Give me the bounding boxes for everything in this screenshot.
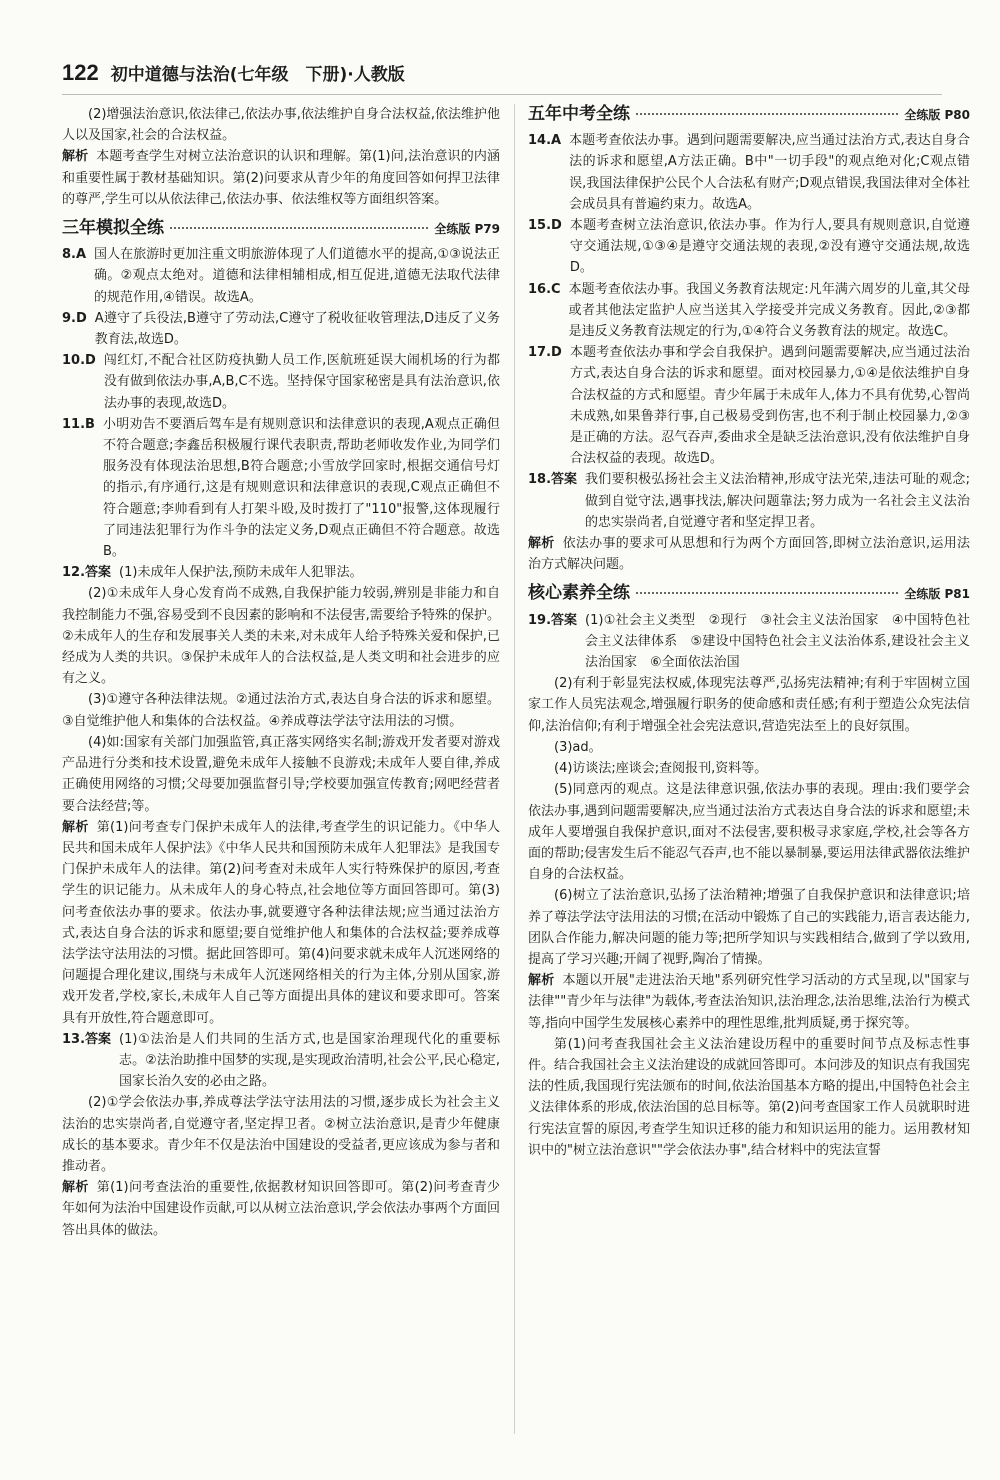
item-text: 我们要积极弘扬社会主义法治精神,形成守法光荣,违法可耻的观念;做到自觉守法,遇事找法,解决问题靠法;努力成为一名社会主义法治的忠实崇尚者,自觉遵守者和坚定捍卫者。: [585, 472, 970, 530]
analysis-text: 本题以开展"走进法治天地"系列研究性学习活动的方式呈现,以"国家与法律""青少年与法律"为载体,考查法治知识,法治理念,法治思维,法治行为模式等,指向中国学生发展核心素养中的理性思维,批判质疑,勇于探究等。: [528, 973, 970, 1031]
answer-item-12: [62, 562, 500, 583]
answer-part: (5)同意丙的观点。这是法律意识强,依法办事的表现。理由:我们要学会依法办事,遇到问题需要解决,应当通过法治方式表达自身合法的诉求和愿望;未成年人要增强自我保护意识,面对不法侵害,要积极寻求家庭,学校,社会等各方面的帮助;侵害发生后不能忍气吞声,也不能以暴制暴,要运用法律武器依法维护自身的合法权益。: [528, 782, 970, 883]
section-title: 三年模拟全练: [62, 218, 164, 239]
item-number: 17.D: [528, 345, 562, 361]
column-divider: [514, 104, 515, 1434]
analysis-label: 解析: [528, 536, 555, 552]
item-text: (1)①法治是人们共同的生活方式,也是国家治理现代化的重要标志。②法治助推中国梦的实现,是实现政治清明,社会公平,民心稳定,国家长治久安的必由之路。: [119, 1031, 500, 1090]
page-number: 122: [62, 60, 99, 85]
dotted-leader: [636, 592, 898, 594]
item-text: 本题考查依法办事。我国义务教育法规定:凡年满六周岁的儿童,其父母或者其他法定监护人应当送其入学接受并完成义务教育。因此,②③都是违反义务教育法规定的行为,①④符合义务教育法的规定。故选C。: [568, 281, 970, 340]
answer-part: (2)①未成年人身心发育尚不成熟,自我保护能力较弱,辨别是非能力和自我控制能力不强,容易受到不良因素的影响和不法侵害,需要给予特殊的保护。②未成年人的生存和发展事关人类的未来,对未成年人给予特殊关爱和保护,已经成为人类的共识。③保护未成年人的合法权益,是人类文明和社会进步的应有之义。: [62, 586, 500, 687]
section-header-hexin: [528, 583, 970, 605]
section-header-wunian: [528, 104, 970, 126]
answer-item-17: [528, 342, 970, 469]
answer-item-11: [62, 414, 500, 562]
dotted-leader: [170, 227, 428, 229]
item-text: (1)未成年人保护法,预防未成年人犯罪法。: [119, 565, 363, 581]
item-number: 14.A: [528, 133, 562, 149]
item-text: 本题考查依法办事和学会自我保护。遇到问题需要解决,应当通过法治方式,表达自身合法的诉求和愿望。面对校园暴力,①④是依法维护自身合法权益的方式和愿望。青少年属于未成年人,体力不具有优势,心智尚未成熟,如果鲁莽行事,自己极易受到伤害,也不利于制止校园暴力,②③是正确的方法。忍气吞声,委曲求全是缺乏法治意识,没有依法维护自身合法权益的表现。故选D。: [569, 345, 970, 467]
item-number: 16.C: [528, 281, 561, 297]
answer-item-19: [528, 610, 970, 674]
section-title: 五年中考全练: [528, 104, 630, 124]
analysis-paragraph: [528, 970, 970, 1034]
left-column: [62, 104, 500, 1241]
answer-item-9: [62, 308, 500, 350]
intro-analysis: [62, 146, 500, 210]
analysis-label: 解析: [62, 1180, 89, 1196]
answer-part: (3)ad。: [554, 739, 602, 755]
answer-item-15: [528, 215, 970, 279]
answer-part: (4)如:国家有关部门加强监管,真正落实网络实名制;游戏开发者要对游戏产品进行分类和技术设置,避免未成年人接触不良游戏;未成年人要自律,养成正确使用网络的习惯;父母要加强监督引导;学校要加强宣传教育;网吧经营者要合法经营;等。: [62, 734, 500, 814]
analysis-text: 依法办事的要求可从思想和行为两个方面回答,即树立法治意识,运用法治方式解决问题。: [528, 536, 970, 573]
analysis-text: 第(1)问考查法治的重要性,依据教材知识回答即可。第(2)问考查青少年如何为法治中国建设作贡献,可以从树立法治意识,学会依法办事两个方面回答出具体的做法。: [62, 1180, 500, 1238]
item-text: 本题考查依法办事。遇到问题需要解决,应当通过法治方式,表达自身合法的诉求和愿望,A方法正确。B中"一切手段"的观点绝对化;C观点错误,我国法律保护公民个人合法私有财产;D观点错误,我国法律对全体社会成员具有普遍约束力。故选A。: [569, 133, 970, 212]
item-text: 小明劝告不要酒后驾车是有规则意识和法律意识的表现,A观点正确但不符合题意;李鑫岳积极履行课代表职责,帮助老师收发作业,为同学们服务没有体现法治思想,B符合题意;小雪放学回家时,根据交通信号灯的指示,有序通行,这是有规则意识和法律意识的表现,C观点正确但不符合题意;李帅看到有人打架斗殴,及时拨打了"110"报警,这体现履行了同违法犯罪行为作斗争的法定义务,D观点正确但不符合题意。故选B。: [102, 416, 500, 560]
section-header-sannian: [62, 218, 500, 240]
section-page-ref: 全练版 P80: [904, 108, 970, 122]
analysis-label: 解析: [62, 149, 89, 165]
analysis-paragraph: [62, 817, 500, 1029]
analysis-label: 解析: [62, 819, 89, 835]
item-number: 9.D: [62, 310, 87, 326]
analysis-paragraph: [528, 533, 970, 575]
answer-part: (3)①遵守各种法律法规。②通过法治方式,表达自身合法的诉求和愿望。③自觉维护他人和集体的合法权益。④养成尊法学法守法用法的习惯。: [62, 692, 500, 729]
item-number: 15.D: [528, 218, 562, 234]
item-number: 18.答案: [528, 472, 578, 488]
item-text: 国人在旅游时更加注重文明旅游体现了人们道德水平的提高,①③说法正确。②观点太绝对。道德和法律相辅相成,相互促进,道德无法取代法律的规范作用,④错误。故选A。: [94, 247, 500, 305]
answer-part: (2)有利于彰显宪法权威,体现宪法尊严,弘扬宪法精神;有利于牢固树立国家工作人员宪法观念,增强履行职务的使命感和责任感;有利于塑造公众宪法信仰,法治信仰;有利于增强全社会宪法意识,营造宪法至上的良好氛围。: [528, 676, 970, 734]
answer-item-13: [62, 1029, 500, 1093]
item-number: 11.B: [62, 416, 95, 432]
intro-answer: (2)增强法治意识,依法律己,依法办事,依法维护自身合法权益,依法维护他人以及国家,社会的合法权益。: [62, 107, 500, 144]
dotted-leader: [636, 113, 898, 115]
answer-item-8: [62, 244, 500, 308]
right-column: [528, 104, 970, 1161]
section-title: 核心素养全练: [528, 583, 630, 604]
book-title: 初中道德与法治(七年级 下册)·人教版: [110, 65, 405, 85]
item-text: 闯红灯,不配合社区防疫执勤人员工作,医航班延误大闹机场的行为都没有做到依法办事,A,B,C不选。坚持保守国家秘密是具有法治意识,依法办事的表现,故选D。: [103, 353, 500, 411]
answer-part: (2)①学会依法办事,养成尊法学法守法用法的习惯,逐步成长为社会主义法治的忠实崇尚者,自觉遵守者,坚定捍卫者。②树立法治意识,是青少年健康成长的基本要求。青少年不仅是法治中国建设的受益者,更应该成为参与者和推动者。: [62, 1095, 500, 1174]
item-number: 13.答案: [62, 1031, 112, 1047]
answer-part: (6)树立了法治意识,弘扬了法治精神;增强了自我保护意识和法律意识;培养了尊法学法守法用法的习惯;在活动中锻炼了自己的实践能力,语言表达能力,团队合作能力,解决问题的能力等;把所学知识与实践相结合,做到了学以致用,提高了学习兴趣;开阔了视野,陶冶了情操。: [528, 888, 970, 967]
analysis-text: 本题考查学生对树立法治意识的认识和理解。第(1)问,法治意识的内涵和重要性属于教材基础知识。第(2)问要求从青少年的角度回答如何捍卫法律的尊严,学生可以从依法律己,依法办事、依法维权等方面组织答案。: [62, 149, 500, 207]
item-number: 8.A: [62, 247, 87, 263]
analysis-paragraph: [62, 1177, 500, 1241]
answer-item-18: [528, 469, 970, 533]
item-number: 10.D: [62, 353, 96, 369]
analysis-label: 解析: [528, 973, 555, 989]
answer-item-14: [528, 130, 970, 215]
answer-item-16: [528, 279, 970, 343]
section-page-ref: 全练版 P79: [434, 222, 500, 237]
item-text: (1)①社会主义类型 ②现行 ③社会主义法治国家 ④中国特色社会主义法律体系 ⑤建设中国特色社会主义法治体系,建设社会主义法治国家 ⑥全面依法治国: [585, 612, 970, 671]
page-header: [62, 60, 942, 95]
answer-part: (4)访谈法;座谈会;查阅报刊,资料等。: [554, 761, 768, 777]
analysis-text: 第(1)问考查专门保护未成年人的法律,考查学生的识记能力。《中华人民共和国未成年人保护法》《中华人民共和国预防未成年人犯罪法》是我国专门保护未成年人的法律。第(2)问考查对未成年人实行特殊保护的原因,考查学生的识记能力。从未成年人的身心特点,社会地位等方面回答即可。第(3)问考查依法办事的要求。依法办事,就要遵守各种法律法规;应当通过法治方式,表达自身合法的诉求和愿望;要自觉维护他人和集体的合法权益;要养成尊法学法守法用法的习惯。据此回答即可。第(4)问要求就未成年人沉迷网络的问题提合理化建议,围绕与未成年人沉迷网络相关的行为主体,分别从国家,游戏开发者,学校,家长,未成年人自己等方面提出具体的建议和要求即可。答案具有开放性,符合题意即可。: [62, 819, 500, 1026]
section-page-ref: 全练版 P81: [904, 587, 970, 602]
analysis-continued: 第(1)问考查我国社会主义法治建设历程中的重要时间节点及标志性事件。结合我国社会主义法治建设的成就回答即可。本问涉及的知识点有我国宪法的性质,我国现行宪法颁布的时间,依法治国基本方略的提出,中国特色社会主义法律体系的形成,依法治国的总目标等。第(2)问考查国家工作人员就职时进行宪法宣誓的原因,考查学生知识迁移的能力和知识运用的能力。运用教材知识中的"树立法治意识""学会依法办事",结合材料中的宪法宣誓: [528, 1036, 971, 1158]
item-text: 本题考查树立法治意识,依法办事。作为行人,要具有规则意识,自觉遵守交通法规,①③④是遵守交通法规的表现,②没有遵守交通法规,故选D。: [569, 218, 970, 276]
answer-item-10: [62, 350, 500, 414]
item-number: 12.答案: [62, 565, 112, 581]
item-number: 19.答案: [528, 612, 578, 628]
item-text: A遵守了兵役法,B遵守了劳动法,C遵守了税收征收管理法,D违反了义务教育法,故选D。: [94, 310, 500, 348]
